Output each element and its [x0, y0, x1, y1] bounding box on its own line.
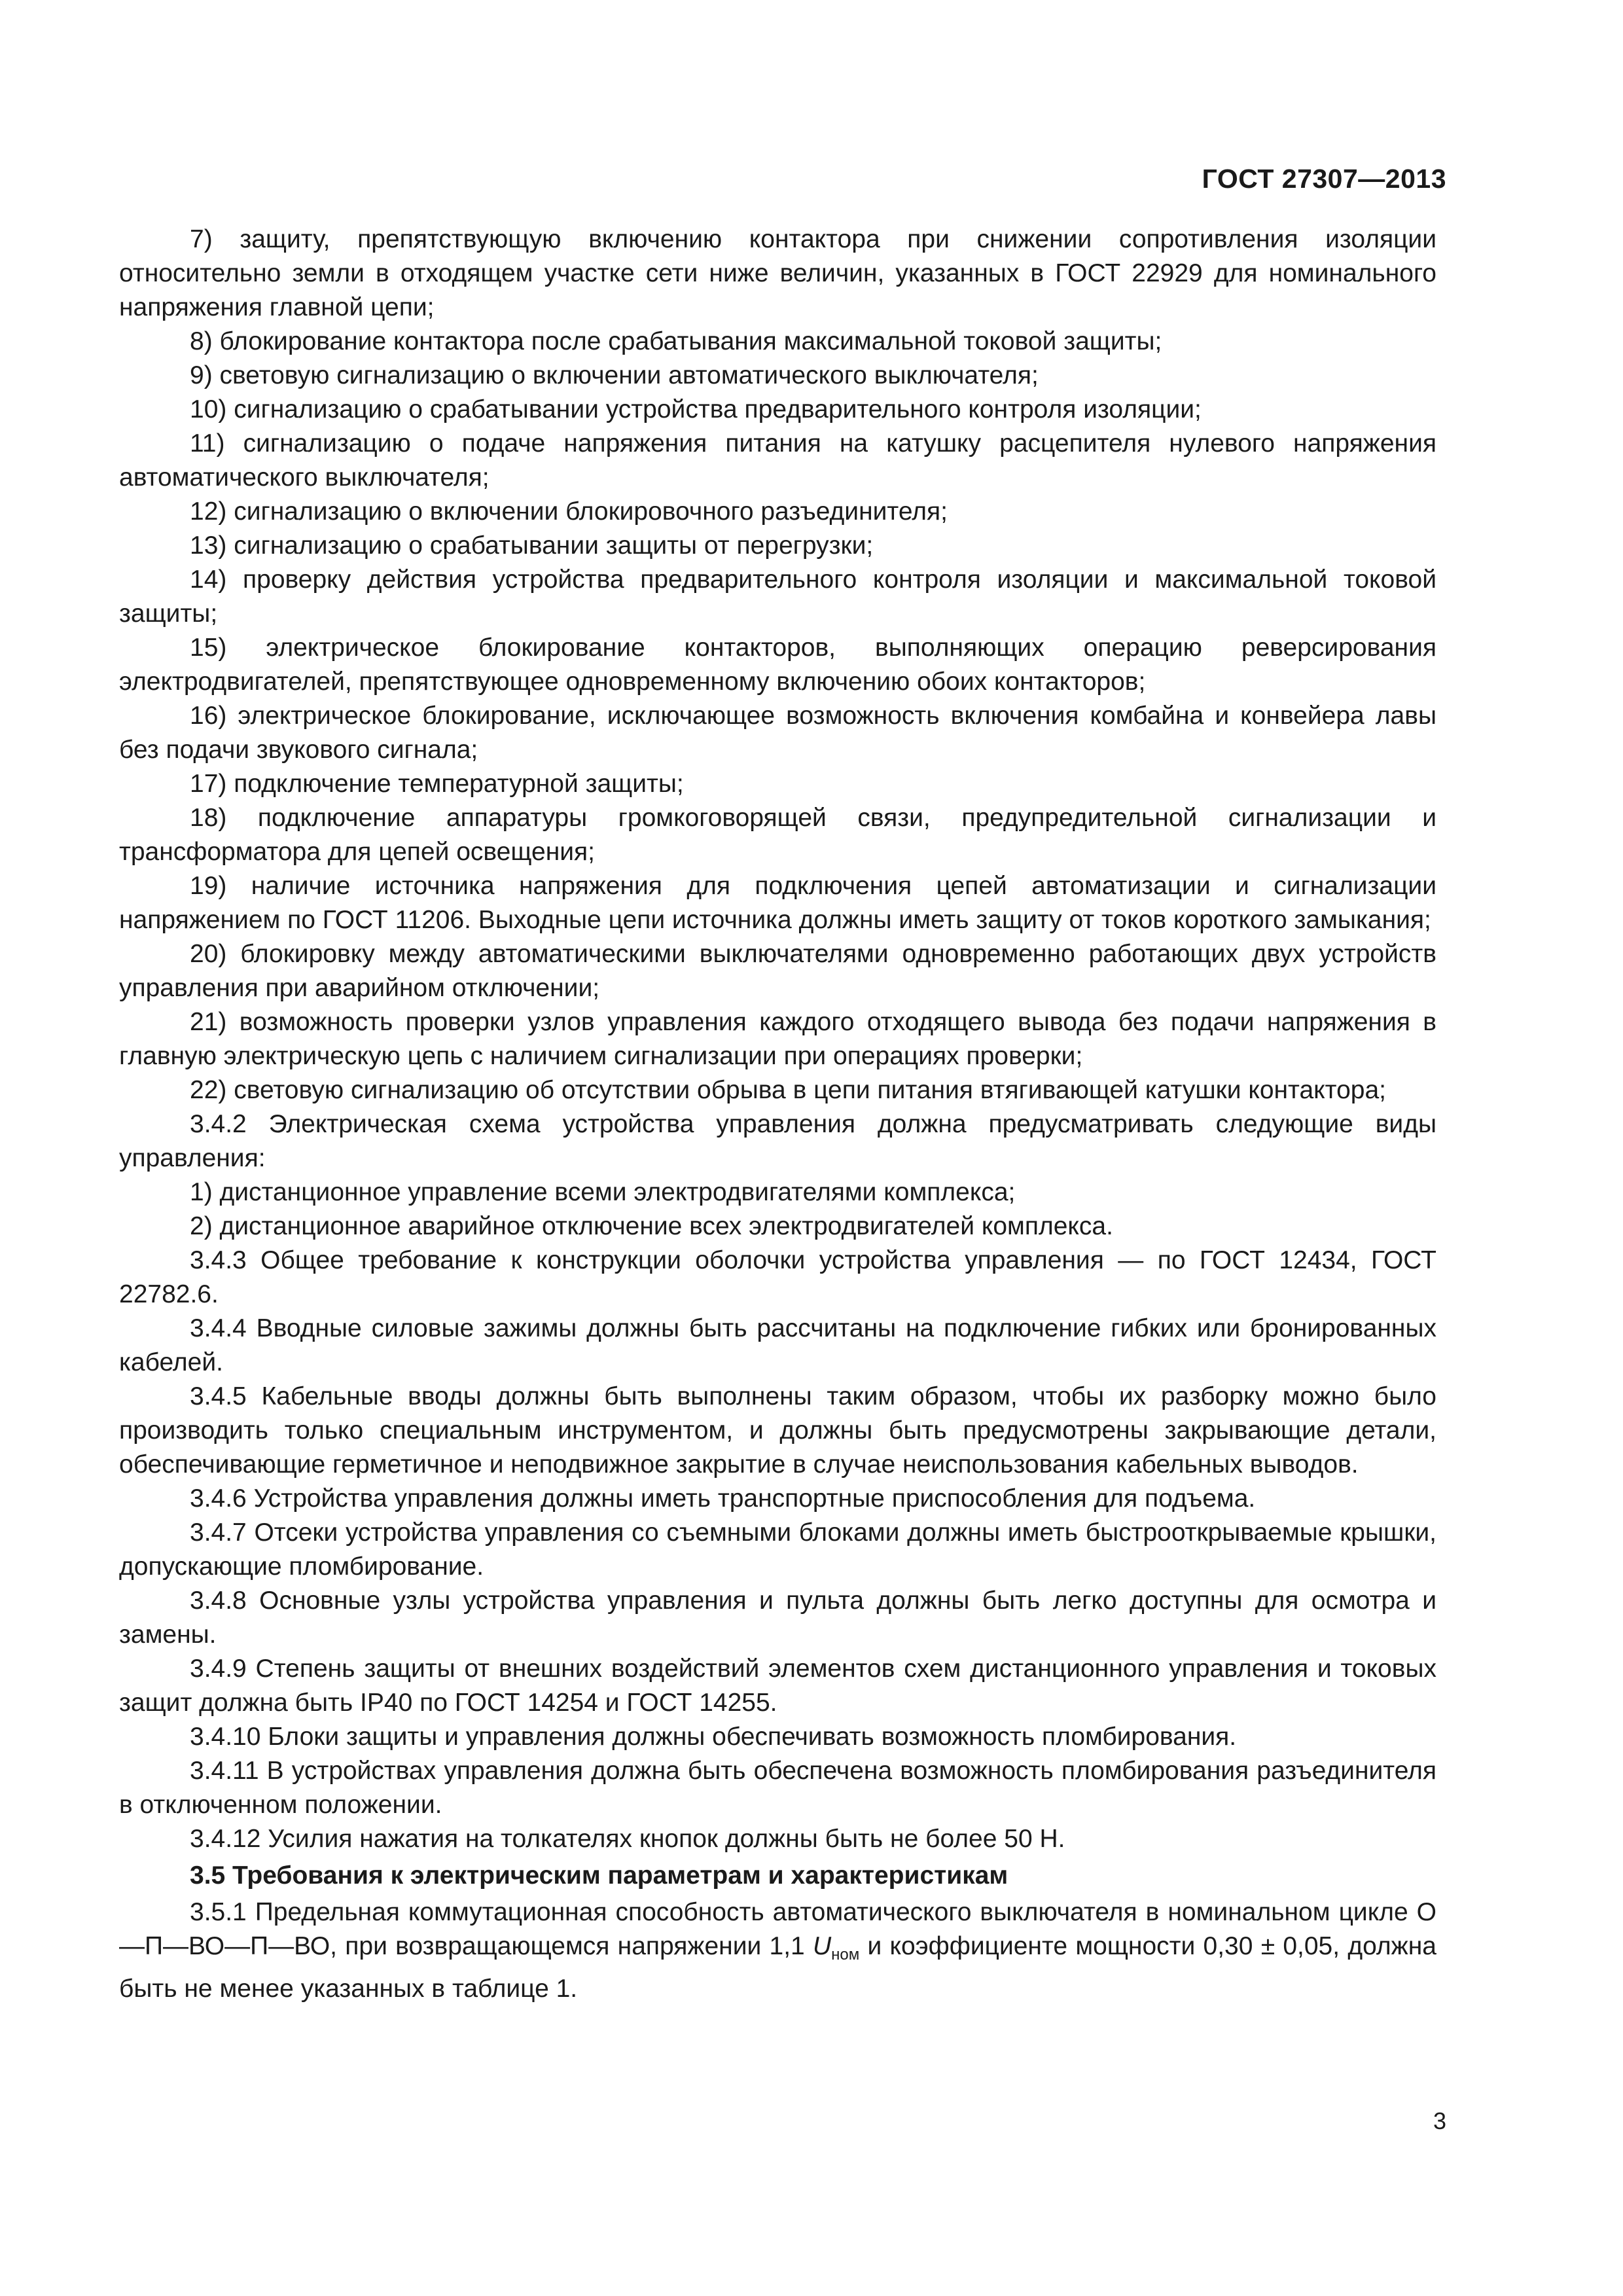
control-item-1: 1) дистанционное управление всеми электродвигателями комплекса;	[190, 1178, 1016, 1206]
paragraph-item-16: 16) электрическое блокирование, исключающее возможность включения комбайна и конвейера лавы без подачи звукового сигнала;	[119, 702, 1436, 764]
paragraph-item-18: 18) подключение аппаратуры громкоговорящей связи, предупредительной сигнализации и трансформатора для цепей освещения;	[119, 804, 1436, 866]
clause-3-4-8: 3.4.8 Основные узлы устройства управления и пульта должны быть легко доступны для осмотра и замены.	[119, 1587, 1436, 1649]
paragraph-item-12: 12) сигнализацию о включении блокировочного разъединителя;	[190, 497, 948, 526]
standard-id-header: ГОСТ 27307—2013	[1202, 164, 1446, 194]
clause-3-4-6: 3.4.6 Устройства управления должны иметь транспортные приспособления для подъема.	[190, 1484, 1256, 1513]
clause-3-4-2: 3.4.2 Электрическая схема устройства управления должна предусматривать следующие виды управления:	[119, 1110, 1436, 1172]
paragraph-item-8: 8) блокирование контактора после срабатывания максимальной токовой защиты;	[190, 327, 1162, 355]
paragraph-item-10: 10) сигнализацию о срабатывании устройства предварительного контроля изоляции;	[190, 395, 1202, 423]
clause-3-5-1	[119, 1895, 1436, 2006]
clause-3-4-7: 3.4.7 Отсеки устройства управления со съемными блоками должны иметь быстрооткрываемые крышки, допускающие пломбирование.	[119, 1518, 1436, 1581]
paragraph-item-22: 22) световую сигнализацию об отсутствии обрыва в цепи питания втягивающей катушки контактора;	[190, 1076, 1386, 1104]
paragraph-item-13: 13) сигнализацию о срабатывании защиты от перегрузки;	[190, 531, 874, 560]
voltage-symbol: U	[812, 1932, 832, 1960]
paragraph-item-20: 20) блокировку между автоматическими выключателями одновременно работающих двух устройств управления при аварийном отключении;	[119, 940, 1436, 1002]
clause-3-4-10: 3.4.10 Блоки защиты и управления должны обеспечивать возможность пломбирования.	[190, 1723, 1237, 1751]
section-heading-3-5: 3.5 Требования к электрическим параметрам и характеристикам	[190, 1861, 1008, 1890]
clause-3-4-3: 3.4.3 Общее требование к конструкции оболочки устройства управления — по ГОСТ 12434, ГОСТ 22782.6.	[119, 1246, 1436, 1308]
clause-3-5-1-text-end: и коэффициенте мощности 0,30 ± 0,05, должна быть не менее указанных в таблице 1.	[119, 1932, 1436, 2003]
paragraph-item-21: 21) возможность проверки узлов управления каждого отходящего вывода без подачи напряжения в главную электрическую цепь с наличием сигнализации при операциях проверки;	[119, 1008, 1436, 1070]
clause-3-4-4: 3.4.4 Вводные силовые зажимы должны быть рассчитаны на подключение гибких или бронированных кабелей.	[119, 1314, 1436, 1376]
paragraph-item-19: 19) наличие источника напряжения для подключения цепей автоматизации и сигнализации напряжением по ГОСТ 11206. Выходные цепи источника должны иметь защиту от токов короткого замыкания;	[119, 872, 1436, 934]
paragraph-item-9: 9) световую сигнализацию о включении автоматического выключателя;	[190, 361, 1039, 389]
page-number: 3	[1433, 2108, 1446, 2134]
paragraph-item-7: 7) защиту, препятствующую включению контактора при снижении сопротивления изоляции относительно земли в отходящем участке сети ниже величин, указанных в ГОСТ 22929 для номинального напряжения главной цепи;	[119, 225, 1436, 321]
document-body	[119, 223, 1436, 2006]
paragraph-item-17: 17) подключение температурной защиты;	[190, 770, 684, 798]
clause-3-4-12: 3.4.12 Усилия нажатия на толкателях кнопок должны быть не более 50 Н.	[190, 1825, 1065, 1853]
control-item-2: 2) дистанционное аварийное отключение всех электродвигателей комплекса.	[190, 1212, 1113, 1240]
paragraph-item-14: 14) проверку действия устройства предварительного контроля изоляции и максимальной токовой защиты;	[119, 565, 1436, 628]
clause-3-5-1-text-start: 3.5.1 Предельная коммутационная способность автоматического выключателя в номинальном цикле О—П—ВО—П—ВО, при возвращающемся напряжении 1,1	[119, 1898, 1436, 1960]
voltage-subscript: ном	[831, 1946, 860, 1964]
clause-3-4-5: 3.4.5 Кабельные вводы должны быть выполнены таким образом, чтобы их разборку можно было производить только специальным инструментом, и должны быть предусмотрены закрывающие детали, обеспечивающие герметичное и неподвижное закрытие в случае неиспользования кабельных выводов.	[119, 1382, 1436, 1479]
clause-3-4-11: 3.4.11 В устройствах управления должна быть обеспечена возможность пломбирования разъединителя в отключенном положении.	[119, 1757, 1436, 1819]
clause-3-4-9: 3.4.9 Степень защиты от внешних воздействий элементов схем дистанционного управления и токовых защит должна быть IP40 по ГОСТ 14254 и ГОСТ 14255.	[119, 1655, 1436, 1717]
paragraph-item-15: 15) электрическое блокирование контакторов, выполняющих операцию реверсирования электродвигателей, препятствующее одновременному включению обоих контакторов;	[119, 634, 1436, 696]
paragraph-item-11: 11) сигнализацию о подаче напряжения питания на катушку расцепителя нулевого напряжения автоматического выключателя;	[119, 429, 1436, 492]
